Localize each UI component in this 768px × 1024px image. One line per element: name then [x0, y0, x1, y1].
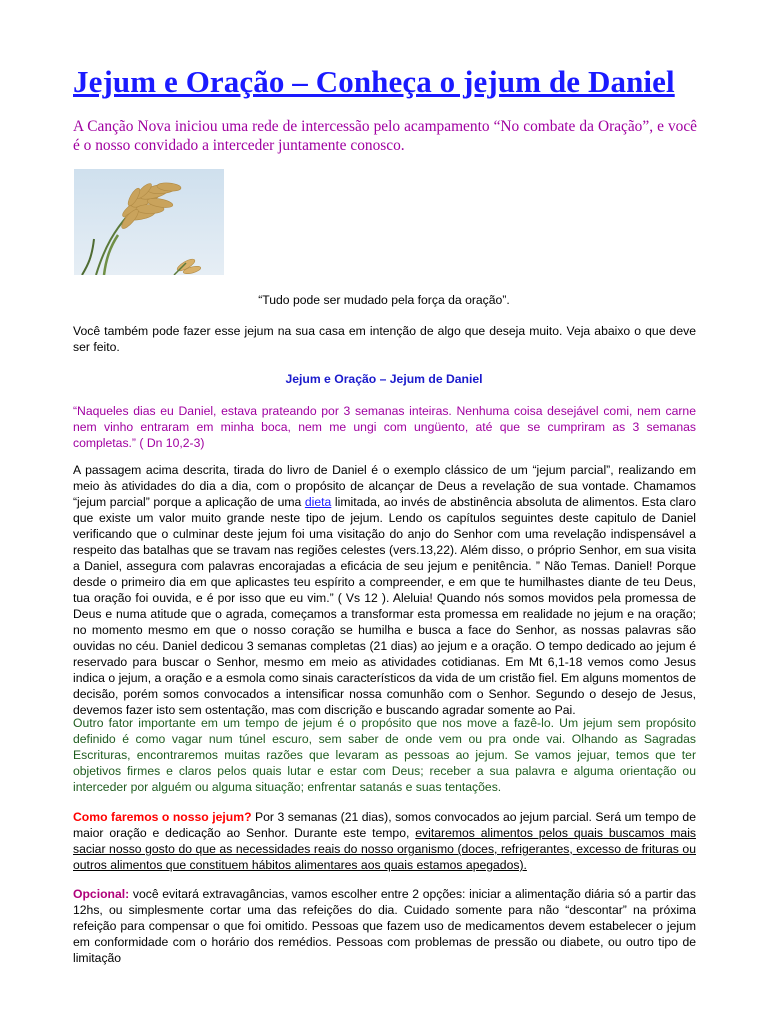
paragraph-text: você evitará extravagâncias, vamos escolher entre 2 opções: iniciar a alimentação diária só a partir das 12hs, ou simplesmente cortar uma das refeições do dia. Cuidado somente para não “descontar” na próxima refeição para compensar o que foi omitido. Pessoas que fazem uso de medicamentos devem estabelecer o jejum em conformidade com o horário dos remédios. Pessoas com problemas de pressão ou diabete, ou outro tipo de limitação [73, 887, 696, 965]
paragraph-intro: Você também pode fazer esse jejum na sua casa em intenção de algo que deseja muito. Veja abaixo o que deve ser feito. [73, 324, 696, 354]
paragraph-how-to-fast [73, 809, 696, 873]
quote: “Tudo pode ser mudado pela força da oração”. [258, 293, 510, 307]
dieta-link[interactable]: dieta [304, 495, 332, 509]
how-to-fast-label: Como faremos o nosso jejum? [73, 810, 252, 824]
paragraph-text: A passagem acima descrita, tirada do livro de Daniel é o exemplo clássico de um “jejum parcial”, realizando em meio às atividades do dia a dia, com o propósito de alcançar de Deus a revelação de sua vontade. Chamamos “jejum parcial” porque a aplicação de uma [73, 463, 696, 509]
intro-paragraph: A Canção Nova iniciou uma rede de intercessão pelo acampamento “No combate da Oração”, e você é o nosso convidado a interceder juntamente conosco. [73, 118, 697, 154]
wheat-photo [74, 169, 224, 275]
paragraph-daniel-passage [73, 462, 696, 718]
page-title: Jejum e Oração – Conheça o jejum de Daniel [73, 64, 675, 99]
paragraph-text: limitada, ao invés de abstinência absoluta de alimentos. Esta claro que existe um valor muito grande neste tipo de jejum. Lendo os capítulos seguintes deste capitulo de Daniel verificando que o culminar deste jejum foi uma visitação do anjo do Senhor com uma revelação indispensável a respeito das batalhas que se travam nas regiões celestes (vers.13,22). Além disso, o próprio Senhor, em sua visita a Daniel, assegura com palavras encorajadas a eficácia de seu jejum e penitência. ” Não Temas. Daniel! Porque desde o primeiro dia em que aplicastes teu espírito a compreender, e em que te humilhastes diante de teu Deus, tua oração foi ouvida, e é por isso que eu vim.” ( Vs 12 ). Aleluia! Quando nós somos movidos pela promessa de Deus e numa atitude que o agrada, começamos a transformar esta promessa em realidade no jejum e na oração; no momento mesmo em que o nosso coração se humilha e busca a face do Senhor, as nossas palavras são ouvidas no céu. Daniel dedicou 3 semanas completas (21 dias) ao jejum e a oração. O tempo dedicado ao jejum é reservado para buscar o Senhor, mesmo em meio as atividades cotidianas. Em Mt 6,1-18 vemos como Jesus indica o jejum, a oração e a esmola como sinais característicos da vida de um cristão fiel. Em alguns momentos de decisão, porém somos convocados a intensificar nossa comunhão com o Senhor. Segundo o desejo de Jesus, devemos fazer isto sem ostentação, mas com discrição e buscando agradar somente ao Pai. [73, 495, 696, 717]
underlined-guidance: evitaremos alimentos pelos quais buscamos mais saciar nosso gosto do que as necessidades reais do nosso organismo (doces, refrigerantes, excesso de frituras ou outros alimentos que constituem hábitos alimentares aos quais estamos apegados). [73, 826, 696, 872]
scripture-quote: “Naqueles dias eu Daniel, estava prateando por 3 semanas inteiras. Nenhuma coisa desejável comi, nem carne nem vinho entraram em minha boca, nem me ungi com ungüento, até que se cumpriram as 3 semanas completas.” ( Dn 10,2-3) [73, 404, 696, 450]
section-subtitle: Jejum e Oração – Jejum de Daniel [285, 372, 483, 386]
optional-label: Opcional: [73, 887, 130, 901]
paragraph-purpose: Outro fator importante em um tempo de jejum é o propósito que nos move a fazê-lo. Um jejum sem propósito definido é como vagar num túnel escuro, sem saber de onde vem ou pra onde vai. Olhando as Sagradas Escrituras, encontraremos muitas razões que levaram as pessoas ao jejum. Se vamos jejuar, temos que ter objetivos firmes e claros pelos quais lutar e estar com Deus; receber a sua palavra e alguma orientação ou interceder por alguém ou alguma situação; enfrentar satanás e suas tentações. [73, 716, 696, 794]
paragraph-optional [73, 886, 696, 966]
paragraph-text: Por 3 semanas (21 dias), somos convocados ao jejum parcial. Será um tempo de maior oração e dedicação ao Senhor. Durante este tempo, [73, 810, 696, 840]
